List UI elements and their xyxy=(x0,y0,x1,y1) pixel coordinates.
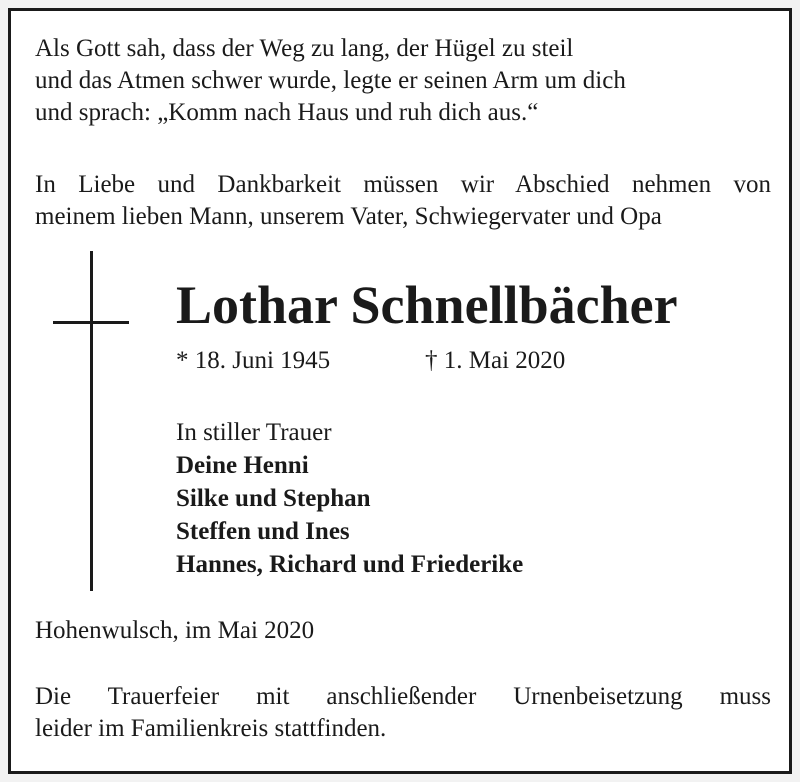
birth-date: * 18. Juni 1945 xyxy=(176,347,331,374)
farewell-intro-line: In Liebe und Dankbarkeit müssen wir Abschied nehmen von xyxy=(35,171,771,198)
verse-line: und sprach: „Komm nach Haus und ruh dich aus.“ xyxy=(35,99,539,126)
funeral-notice-line: leider im Familienkreis stattfinden. xyxy=(35,715,387,742)
cross-bar xyxy=(53,321,129,324)
verse-text xyxy=(35,33,771,129)
mourners-intro: In stiller Trauer xyxy=(176,419,332,446)
farewell-intro xyxy=(35,169,771,233)
farewell-intro-line: meinem lieben Mann, unserem Vater, Schwiegervater und Opa xyxy=(35,203,662,230)
obituary-notice xyxy=(8,8,792,774)
place-date: Hohenwulsch, im Mai 2020 xyxy=(35,617,315,644)
mourner-name: Silke und Stephan xyxy=(176,485,371,512)
funeral-notice-line: Die Trauerfeier mit anschließender Urnenbeisetzung muss xyxy=(35,683,771,710)
verse-line: und das Atmen schwer wurde, legte er seinen Arm um dich xyxy=(35,67,626,94)
cross-icon xyxy=(90,251,93,591)
mourner-name: Hannes, Richard und Friederike xyxy=(176,551,524,578)
death-date: † 1. Mai 2020 xyxy=(425,347,566,374)
funeral-notice xyxy=(35,681,771,745)
deceased-name: Lothar Schnellbächer xyxy=(176,275,678,335)
mourners-list xyxy=(176,416,523,581)
mourner-name: Steffen und Ines xyxy=(176,518,350,545)
life-dates xyxy=(176,345,566,377)
verse-line: Als Gott sah, dass der Weg zu lang, der Hügel zu steil xyxy=(35,35,574,62)
mourner-name: Deine Henni xyxy=(176,452,309,479)
